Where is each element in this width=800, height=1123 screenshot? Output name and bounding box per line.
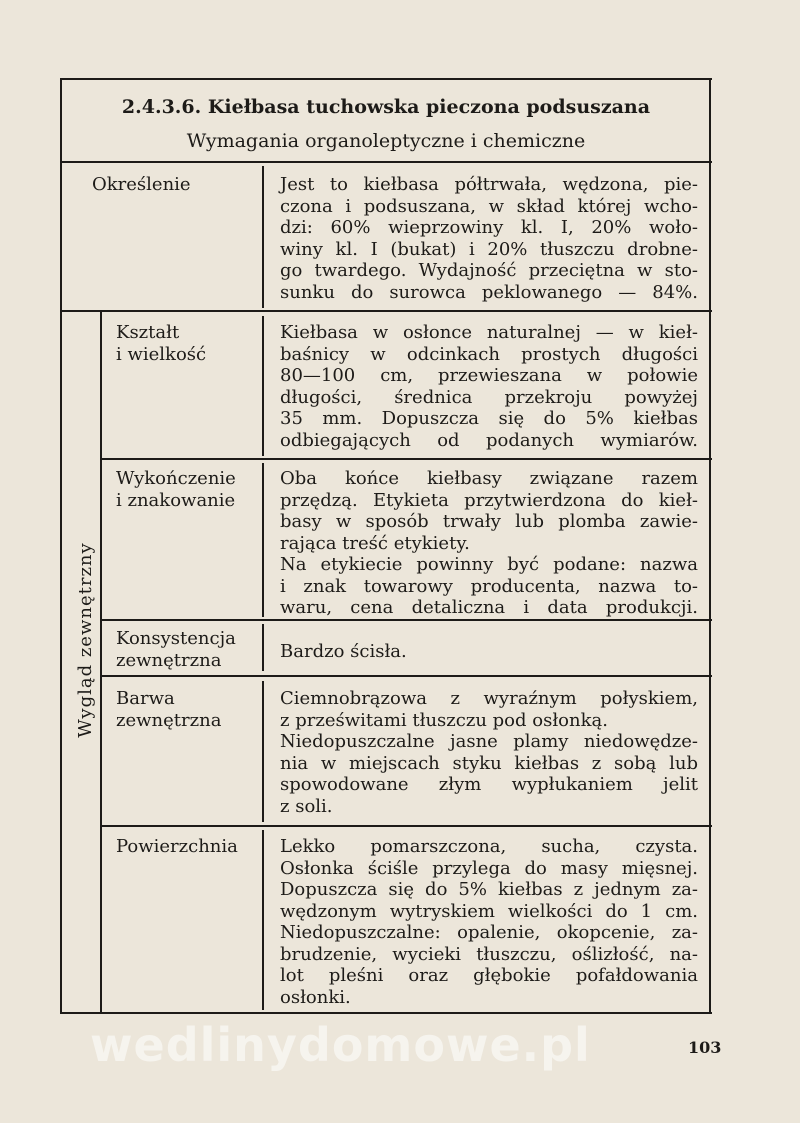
watermark: wedlinydomowe.pl: [90, 1018, 591, 1072]
table-top-border: [60, 78, 712, 80]
text-line: go twardego. Wydajność przeciętna w sto-: [280, 260, 698, 281]
text-line: Osłonka ściśle przylega do masy mięsnej.: [280, 857, 698, 879]
text-line: Ciemnobrązowa z wyraźnym połyskiem,: [280, 688, 698, 709]
text-line: i znak towarowy producenta, nazwa to-: [280, 575, 698, 597]
column-divider: [262, 681, 264, 822]
row-divider: [100, 675, 712, 677]
row-label-okreslenie: Określenie: [92, 174, 191, 195]
table-left-border: [60, 78, 62, 1014]
text-line: brudzenie, wycieki tłuszczu, oślizłość, na-: [280, 943, 698, 965]
text-line: z soli.: [280, 795, 333, 817]
text-line: 35 mm. Dopuszcza się do 5% kiełbas: [280, 408, 698, 429]
row-divider: [100, 458, 712, 460]
column-divider: [262, 463, 264, 617]
text-line: Na etykiecie powinny być podane: nazwa: [280, 554, 698, 575]
section-subtitle: Wymagania organoleptyczne i chemiczne: [186, 130, 586, 152]
text-line: nia w miejscach styku kiełbas z sobą lub: [280, 752, 698, 774]
row-divider: [60, 310, 712, 312]
text-line: winy kl. I (bukat) i 20% tłuszczu drobne-: [280, 238, 698, 260]
row-label-ksztalt: Kształt i wielkość: [116, 322, 207, 365]
text-line: wędzonym wytryskiem wielkości do 1 cm.: [280, 900, 698, 922]
row-divider: [100, 825, 712, 827]
text-line: czona i podsuszana, w skład której wcho-: [280, 195, 698, 217]
text-line: sunku do surowca peklowanego — 84%.: [280, 281, 698, 303]
section-title: 2.4.3.6. Kiełbasa tuchowska pieczona podsuszana: [121, 96, 651, 118]
row-description-okreslenie: [280, 174, 698, 303]
row-label-wykonczenie: Wykończenie i znakowanie: [116, 468, 236, 511]
text-line: Kiełbasa w osłonce naturalnej — w kieł-: [280, 322, 698, 343]
row-label-powierzchnia: Powierzchnia: [116, 836, 238, 857]
row-divider: [100, 619, 712, 621]
table-bottom-border: [60, 1012, 712, 1014]
column-divider: [262, 166, 264, 308]
text-line: Niedopuszczalne jasne plamy niedowędze-: [280, 731, 698, 752]
page-number: 103: [688, 1038, 722, 1057]
row-description-konsystencja: [280, 641, 698, 663]
text-line: Oba końce kiełbasy związane razem: [280, 468, 698, 489]
text-line: 80—100 cm, przewieszana w połowie: [280, 365, 698, 386]
header-divider: [60, 161, 712, 163]
row-description-powierzchnia: [280, 836, 698, 1008]
text-line: lot pleśni oraz głębokie pofałdowania: [280, 965, 698, 986]
text-line: spowodowane złym wypłukaniem jelit: [280, 774, 698, 795]
text-line: dzi: 60% wieprzowiny kl. I, 20% woło-: [280, 217, 698, 238]
text-line: z prześwitami tłuszczu pod osłonką.: [280, 709, 608, 731]
row-description-wykonczenie: [280, 468, 698, 619]
text-line: baśnicy w odcinkach prostych długości: [280, 343, 698, 365]
text-line: rająca treść etykiety.: [280, 532, 470, 554]
text-line: Niedopuszczalne: opalenie, okopcenie, za-: [280, 922, 698, 943]
row-label-konsystencja: Konsystencja zewnętrzna: [116, 628, 236, 671]
row-label-barwa: Barwa zewnętrzna: [116, 688, 222, 731]
text-line: osłonki.: [280, 986, 351, 1008]
text-line: basy w sposób trwały lub plomba zawie-: [280, 511, 698, 532]
text-line: Jest to kiełbasa półtrwała, wędzona, pie-: [280, 174, 698, 195]
row-description-barwa: [280, 688, 698, 817]
text-line: waru, cena detaliczna i data produkcji.: [280, 597, 698, 618]
text-line: Lekko pomarszczona, sucha, czysta.: [280, 836, 698, 857]
text-line: przędzą. Etykieta przytwierdzona do kieł-: [280, 489, 698, 511]
column-divider: [262, 830, 264, 1010]
column-divider: [262, 624, 264, 671]
group-label-vertical: Wygląd zewnętrzny: [75, 542, 96, 738]
text-line: Bardzo ścisła.: [280, 641, 407, 662]
text-line: długości, średnica przekroju powyżej: [280, 386, 698, 408]
table-right-border: [709, 78, 711, 1014]
text-line: Dopuszcza się do 5% kiełbas z jednym za-: [280, 879, 698, 900]
column-divider: [262, 316, 264, 456]
text-line: odbiegających od podanych wymiarów.: [280, 429, 698, 451]
row-description-ksztalt: [280, 322, 698, 451]
